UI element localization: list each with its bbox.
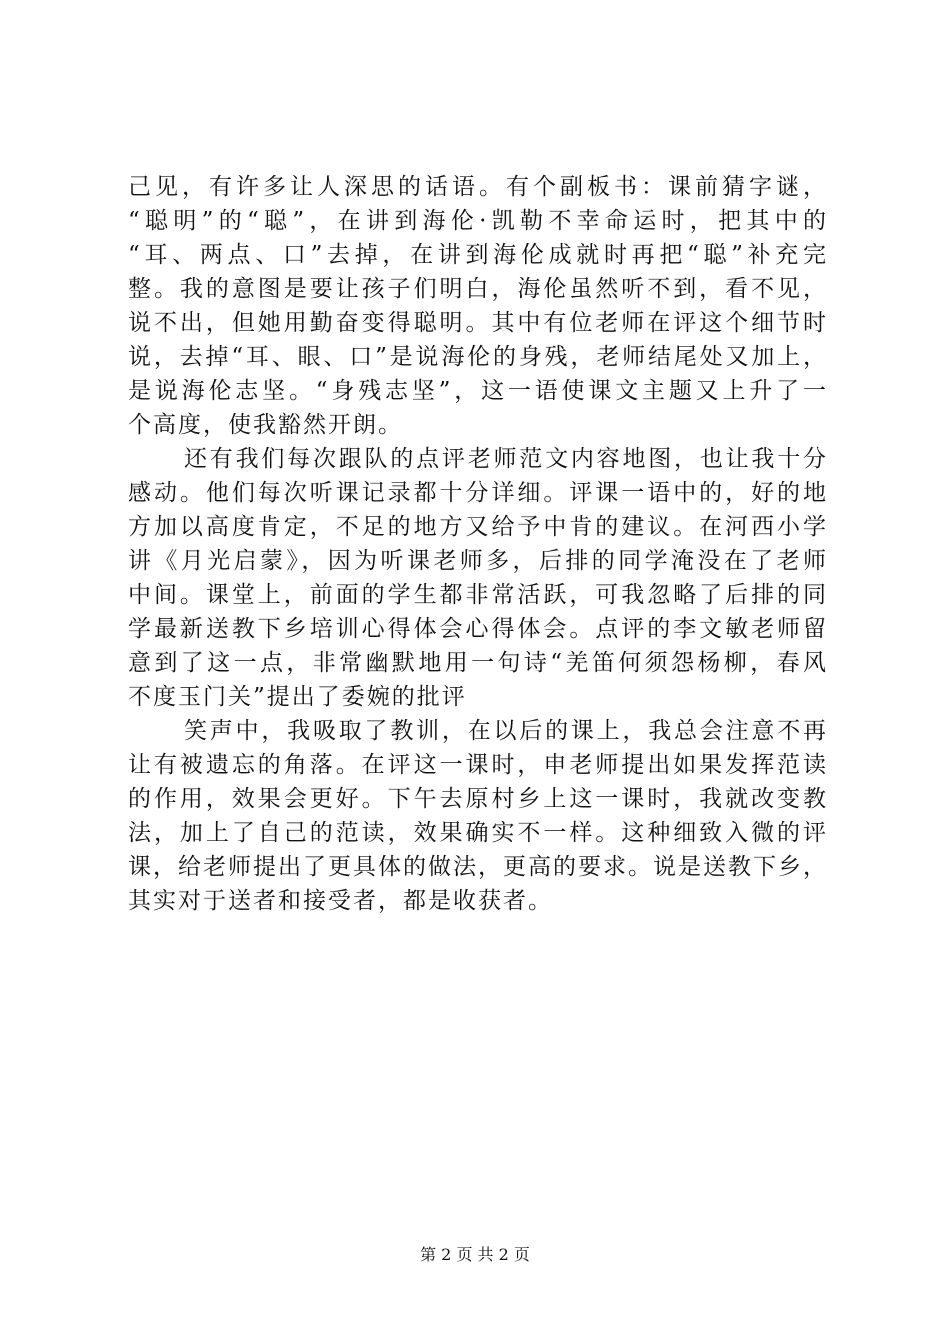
text-line: 己见，有许多让人深思的话语。有个副板书：课前猜字谜， — [128, 174, 828, 200]
text-line: 讲《月光启蒙》，因为听课老师多，后排的同学淹没在了老师 — [128, 548, 828, 574]
text-line: 说，去掉“耳、眼、口”是说海伦的身残，老师结尾处又加上， — [128, 344, 828, 370]
paragraph-2 — [128, 442, 828, 714]
page-number: 第 2 页 共 2 页 — [420, 1245, 530, 1264]
text-line: 说不出，但她用勤奋变得聪明。其中有位老师在评这个细节时 — [128, 310, 828, 336]
text-line: 课，给老师提出了更具体的做法，更高的要求。说是送教下乡， — [128, 854, 828, 880]
text-line: 意到了这一点，非常幽默地用一句诗“羌笛何须怨杨柳，春风 — [128, 650, 828, 676]
text-line: “聪明”的“聪”，在讲到海伦·凯勒不幸命运时，把其中的 — [128, 208, 828, 234]
text-line: 感动。他们每次听课记录都十分详细。评课一语中的，好的地 — [128, 480, 828, 506]
text-line: “耳、两点、口”去掉，在讲到海伦成就时再把“聪”补充完 — [128, 242, 828, 268]
text-line: 其实对于送者和接受者，都是收获者。 — [128, 888, 553, 914]
body-text — [128, 170, 828, 918]
text-line: 还有我们每次跟队的点评老师范文内容地图，也让我十分 — [184, 446, 828, 472]
text-line: 的作用，效果会更好。下午去原村乡上这一课时，我就改变教 — [128, 786, 828, 812]
text-line: 法，加上了自己的范读，效果确实不一样。这种细致入微的评 — [128, 820, 828, 846]
text-line: 方加以高度肯定，不足的地方又给予中肯的建议。在河西小学 — [128, 514, 828, 540]
page-footer — [0, 1243, 950, 1267]
text-line: 笑声中，我吸取了教训，在以后的课上，我总会注意不再 — [184, 718, 828, 744]
text-line: 学最新送教下乡培训心得体会心得体会。点评的李文敏老师留 — [128, 616, 828, 642]
paragraph-1 — [128, 170, 828, 442]
text-line: 是说海伦志坚。“身残志坚”，这一语使课文主题又上升了一 — [128, 378, 828, 404]
text-line: 整。我的意图是要让孩子们明白，海伦虽然听不到，看不见， — [128, 276, 828, 302]
text-line: 让有被遗忘的角落。在评这一课时，申老师提出如果发挥范读 — [128, 752, 828, 778]
text-line: 中间。课堂上，前面的学生都非常活跃，可我忽略了后排的同 — [128, 582, 828, 608]
text-line: 不度玉门关”提出了委婉的批评 — [128, 684, 467, 710]
text-line: 个高度，使我豁然开朗。 — [128, 412, 403, 438]
paragraph-3 — [128, 714, 828, 918]
